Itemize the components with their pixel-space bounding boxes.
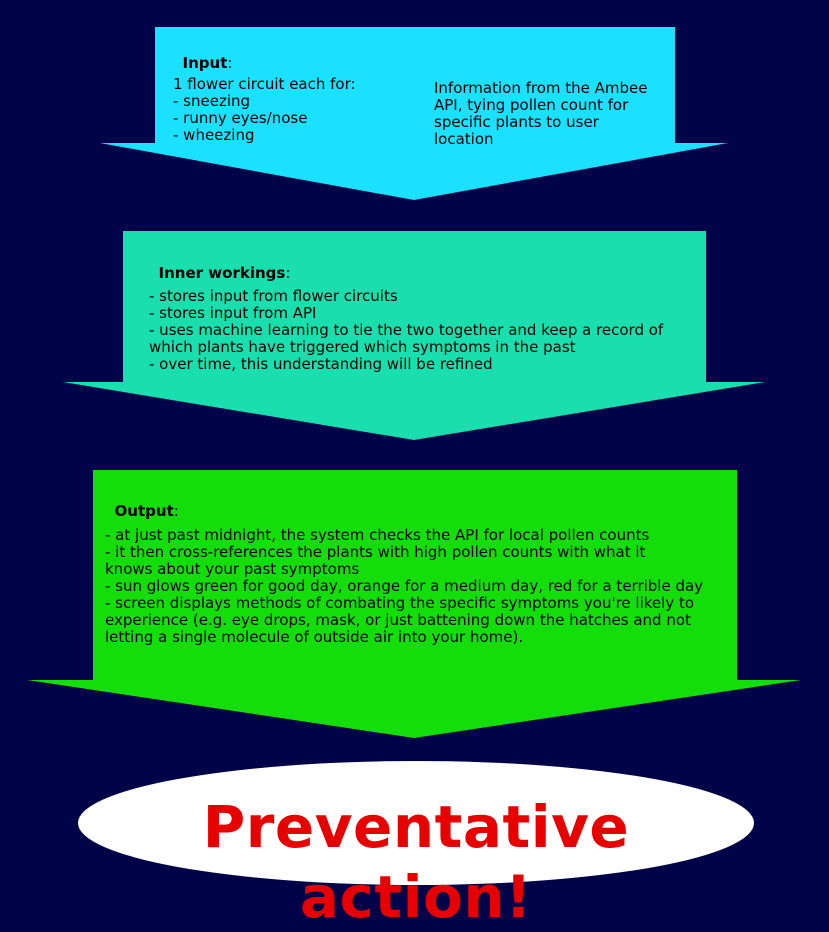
input-heading (173, 38, 232, 72)
input-heading-label: Input (182, 54, 228, 72)
inner-workings-heading-label: Inner workings (158, 264, 286, 282)
input-ambee-api-text: Information from the Ambee API, tying pollen count for specific plants to user location (434, 79, 648, 148)
output-heading-label: Output (114, 502, 174, 520)
inner-workings-body: - stores input from flower circuits - stores input from API - uses machine learning to tie the two together and keep a record of which plants have triggered which symptoms in the past - over time, this understanding will be refined (149, 287, 664, 373)
output-body: - at just past midnight, the system checks the API for local pollen counts - it then cross-references the plants with high pollen counts with what it knows about your past symptoms - sun glows green for good day, orange for a medium day, red for a terrible day - screen displays methods of combating the specific symptoms you're likely to experience (e.g. eye drops, mask, or just battening down the hatches and not letting a single molecule of outside air into your home). (105, 526, 704, 646)
preventative-action-text: Preventative action! (202, 793, 630, 931)
input-flower-circuits-text: 1 flower circuit each for: - sneezing - runny eyes/nose - wheezing (173, 75, 356, 144)
output-heading (105, 486, 179, 520)
inner-workings-heading-colon: : (285, 264, 291, 282)
output-heading-colon: : (173, 502, 179, 520)
inner-workings-heading (149, 248, 290, 282)
input-heading-colon: : (227, 54, 233, 72)
